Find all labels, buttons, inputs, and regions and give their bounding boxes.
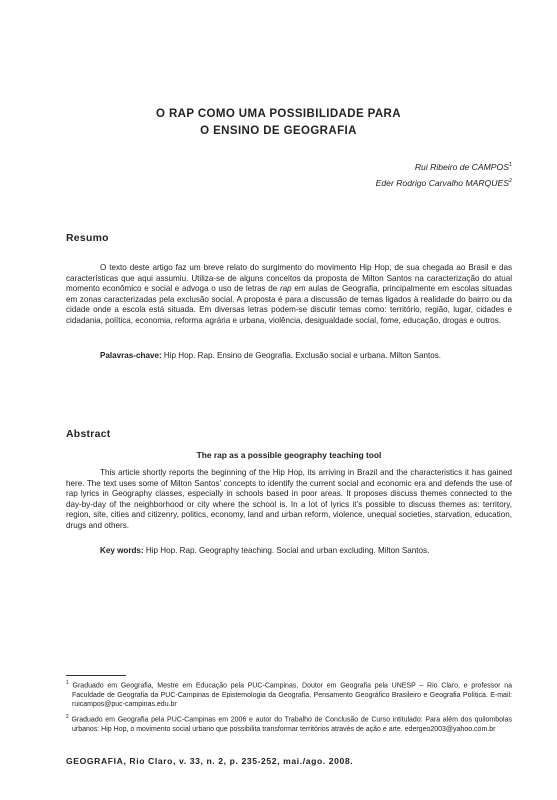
abstract-paragraph [66,468,512,532]
abstract-text: This article shortly reports the beginning of the Hip Hop, its arriving in Brazil and the characteristics it has gained here. The text uses some of Milton Santos’ concepts to identify the current social and economic era and defends the use of rap lyrics in Geography classes, especially in schools based in poor areas. It proposes discuss themes connected to the day-by-day of the neighborhood or city where the school is. In a lot of lyrics it’s possible to discuss themes as: territory, region, site, cities and citizenry, politics, economy, land and urban reform, violence, unequal societies, starvation, education, drugs and others. [66,468,512,530]
resumo-keywords [66,351,512,362]
author-1 [376,158,512,174]
article-title [60,106,497,140]
resumo-text-part-2: em aulas de Geografia, principalmente em escolas situadas em zonas caracterizadas pela exclusão social. A proposta é para a discussão de temas ligados à realidade do bairro ou da cidade onde a escola está situada. Em diversas letras podem-se discutir temas como: território, região, lugar, cidades e cidadania, política, economia, reforma agrária e urbana, violência, desigualdade social, fome, educação, drogas e outros. [66,284,512,325]
footnote-2 [66,713,512,734]
abstract-subtitle: The rap as a possible geography teaching tool [196,450,382,460]
title-line-1: O RAP COMO UMA POSSIBILIDADE PARA [156,108,401,120]
journal-footer: GEOGRAFIA, Rio Claro, v. 33, n. 2, p. 235-252, mai./ago. 2008. [66,756,354,766]
keywords-label: Palavras-chave: [100,351,162,360]
resumo-rap-word: rap [279,284,292,294]
author-name: Eder Rodrigo Carvalho MARQUES [375,177,509,188]
resumo-heading: Resumo [66,233,109,244]
abstract-heading: Abstract [66,429,111,440]
footnote-mark: 2 [66,714,69,720]
footnote-mark: 2 [508,177,512,184]
keywords-label: Key words: [100,546,144,555]
author-2 [376,174,512,190]
author-list [376,158,512,190]
footnote-mark: 1 [508,162,512,168]
title-line-2: O ENSINO DE GEOGRAFIA [200,125,357,137]
keywords-text: Hip Hop. Rap. Ensino de Geografia. Exclusão social e urbana. Milton Santos. [163,351,442,360]
footnote-rule [66,675,126,676]
footnote-mark: 1 [66,680,69,686]
resumo-text-part-1: O texto deste artigo faz um breve relato do surgimento do movimento Hip Hop, de sua chegada ao Brasil e das características que aqui assumiu. Utiliza-se de alguns conceitos da proposta de Milton Santos na caracterização do atual momento econômico e social e advoga o uso de letras de [66,263,512,294]
resumo-paragraph [66,263,512,327]
keywords-text: Hip Hop. Rap. Geography teaching. Social and urban excluding. Milton Santos. [145,546,430,555]
abstract-keywords [66,546,512,557]
footnote-1 [66,679,512,710]
footnote-text: Graduado em Geografia, Mestre em Educação pela PUC-Campinas, Doutor em Geografia pela UNESP – Rio Claro, e professor na Faculdade de Geografia da PUC-Campinas de Epistemologia da Geografia, Pensamento Geográfico Brasileiro e Geografia Política. E-mail: ruicampos@puc-campinas.edu.br [72,682,513,709]
footnote-text: Graduado em Geografia pela PUC-Campinas em 2006 e autor do Trabalho de Conclusão de Curso intitulado: Para além dos quilombolas urbanos: Hip Hop, o movimento social urbano que possibilita transformar territórios através de ação e arte. edergeo2003@yahoo.com.br [71,716,512,733]
author-name: Rui Ribeiro de CAMPOS [414,161,509,172]
